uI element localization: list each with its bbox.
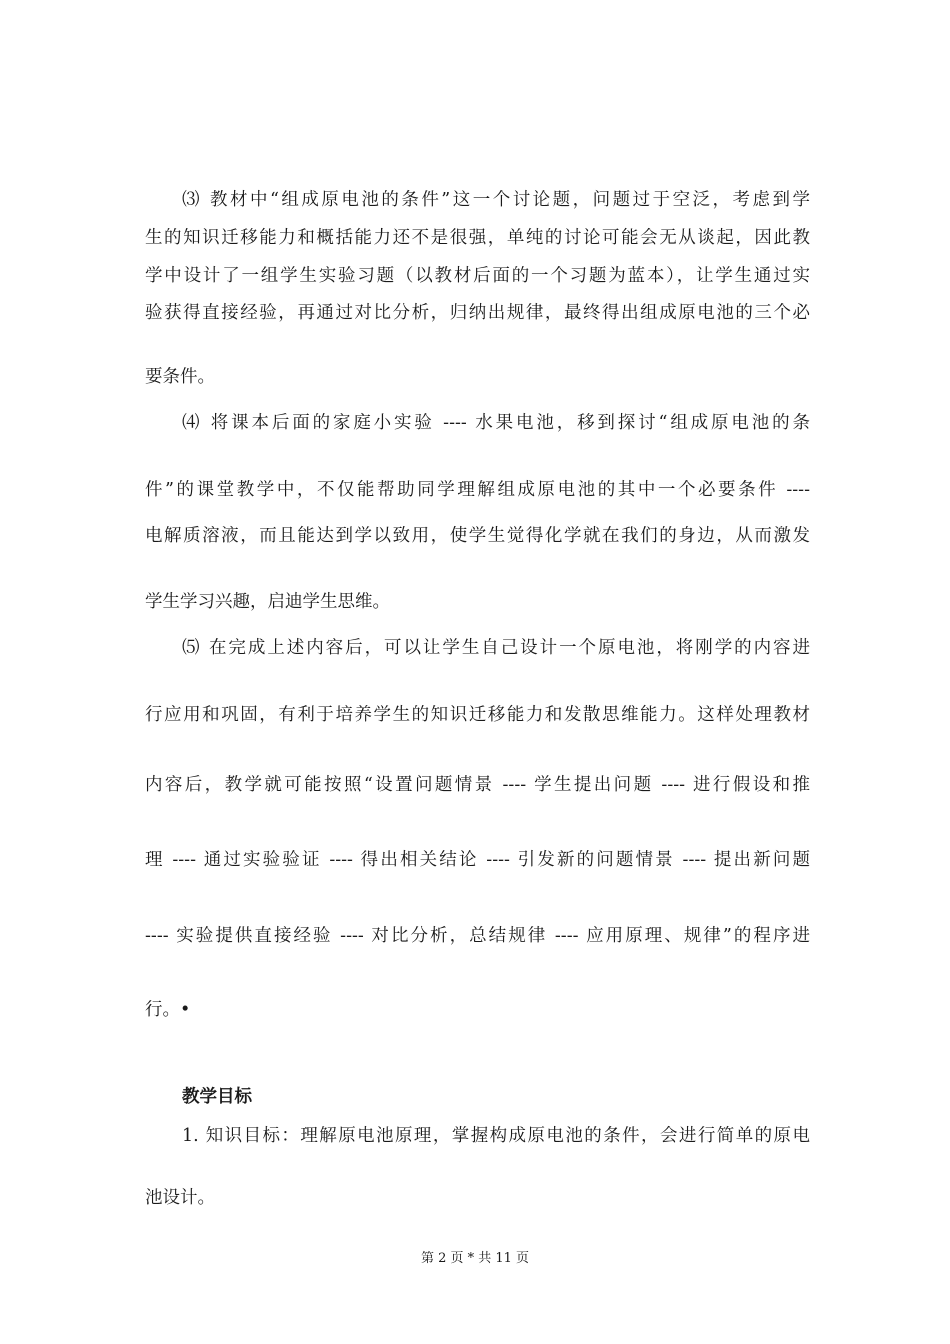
paragraph-5-line-5: ---- 实验提供直接经验 ---- 对比分析，总结规律 ---- 应用原理、规律”的程序进 [145, 926, 810, 946]
paragraph-4-line-2: 件”的课堂教学中，不仅能帮助同学理解组成原电池的其中一个必要条件 ---- [145, 480, 810, 500]
paragraph-5-line-2: 行应用和巩固，有利于培养学生的知识迁移能力和发散思维能力。这样处理教材 [145, 705, 810, 725]
paragraph-3-line-2: 生的知识迁移能力和概括能力还不是很强，单纯的讨论可能会无从谈起，因此教 [145, 228, 810, 248]
paragraph-5-line-3: 内容后，教学就可能按照“设置问题情景 ---- 学生提出问题 ---- 进行假设和推 [145, 775, 810, 795]
paragraph-4-line-1: ⑷ 将课本后面的家庭小实验 ---- 水果电池，移到探讨“组成原电池的条 [182, 413, 810, 433]
paragraph-4-line-4: 学生学习兴趣，启迪学生思维。 [145, 592, 390, 612]
paragraph-3-line-1: ⑶ 教材中“组成原电池的条件”这一个讨论题，问题过于空泛，考虑到学 [182, 190, 810, 210]
section-heading: 教学目标 [182, 1087, 252, 1107]
paragraph-4-line-3: 电解质溶液，而且能达到学以致用，使学生觉得化学就在我们的身边，从而激发 [145, 526, 810, 546]
paragraph-3-line-5: 要条件。 [145, 367, 215, 387]
paragraph-3-line-3: 学中设计了一组学生实验习题（以教材后面的一个习题为蓝本），让学生通过实 [145, 266, 810, 286]
goal-line-2: 池设计。 [145, 1188, 215, 1208]
page-footer: 第 2 页 * 共 11 页 [420, 1251, 530, 1266]
paragraph-3-line-4: 验获得直接经验，再通过对比分析，归纳出规律，最终得出组成原电池的三个必 [145, 303, 810, 323]
goal-line-1: 1. 知识目标：理解原电池原理，掌握构成原电池的条件，会进行简单的原电 [182, 1126, 810, 1146]
paragraph-5-line-4: 理 ---- 通过实验验证 ---- 得出相关结论 ---- 引发新的问题情景 ---- 提出新问题 [145, 850, 810, 870]
paragraph-5-line-1: ⑸ 在完成上述内容后，可以让学生自己设计一个原电池，将刚学的内容进 [182, 638, 810, 658]
paragraph-5-line-6: 行。• [145, 1000, 191, 1020]
